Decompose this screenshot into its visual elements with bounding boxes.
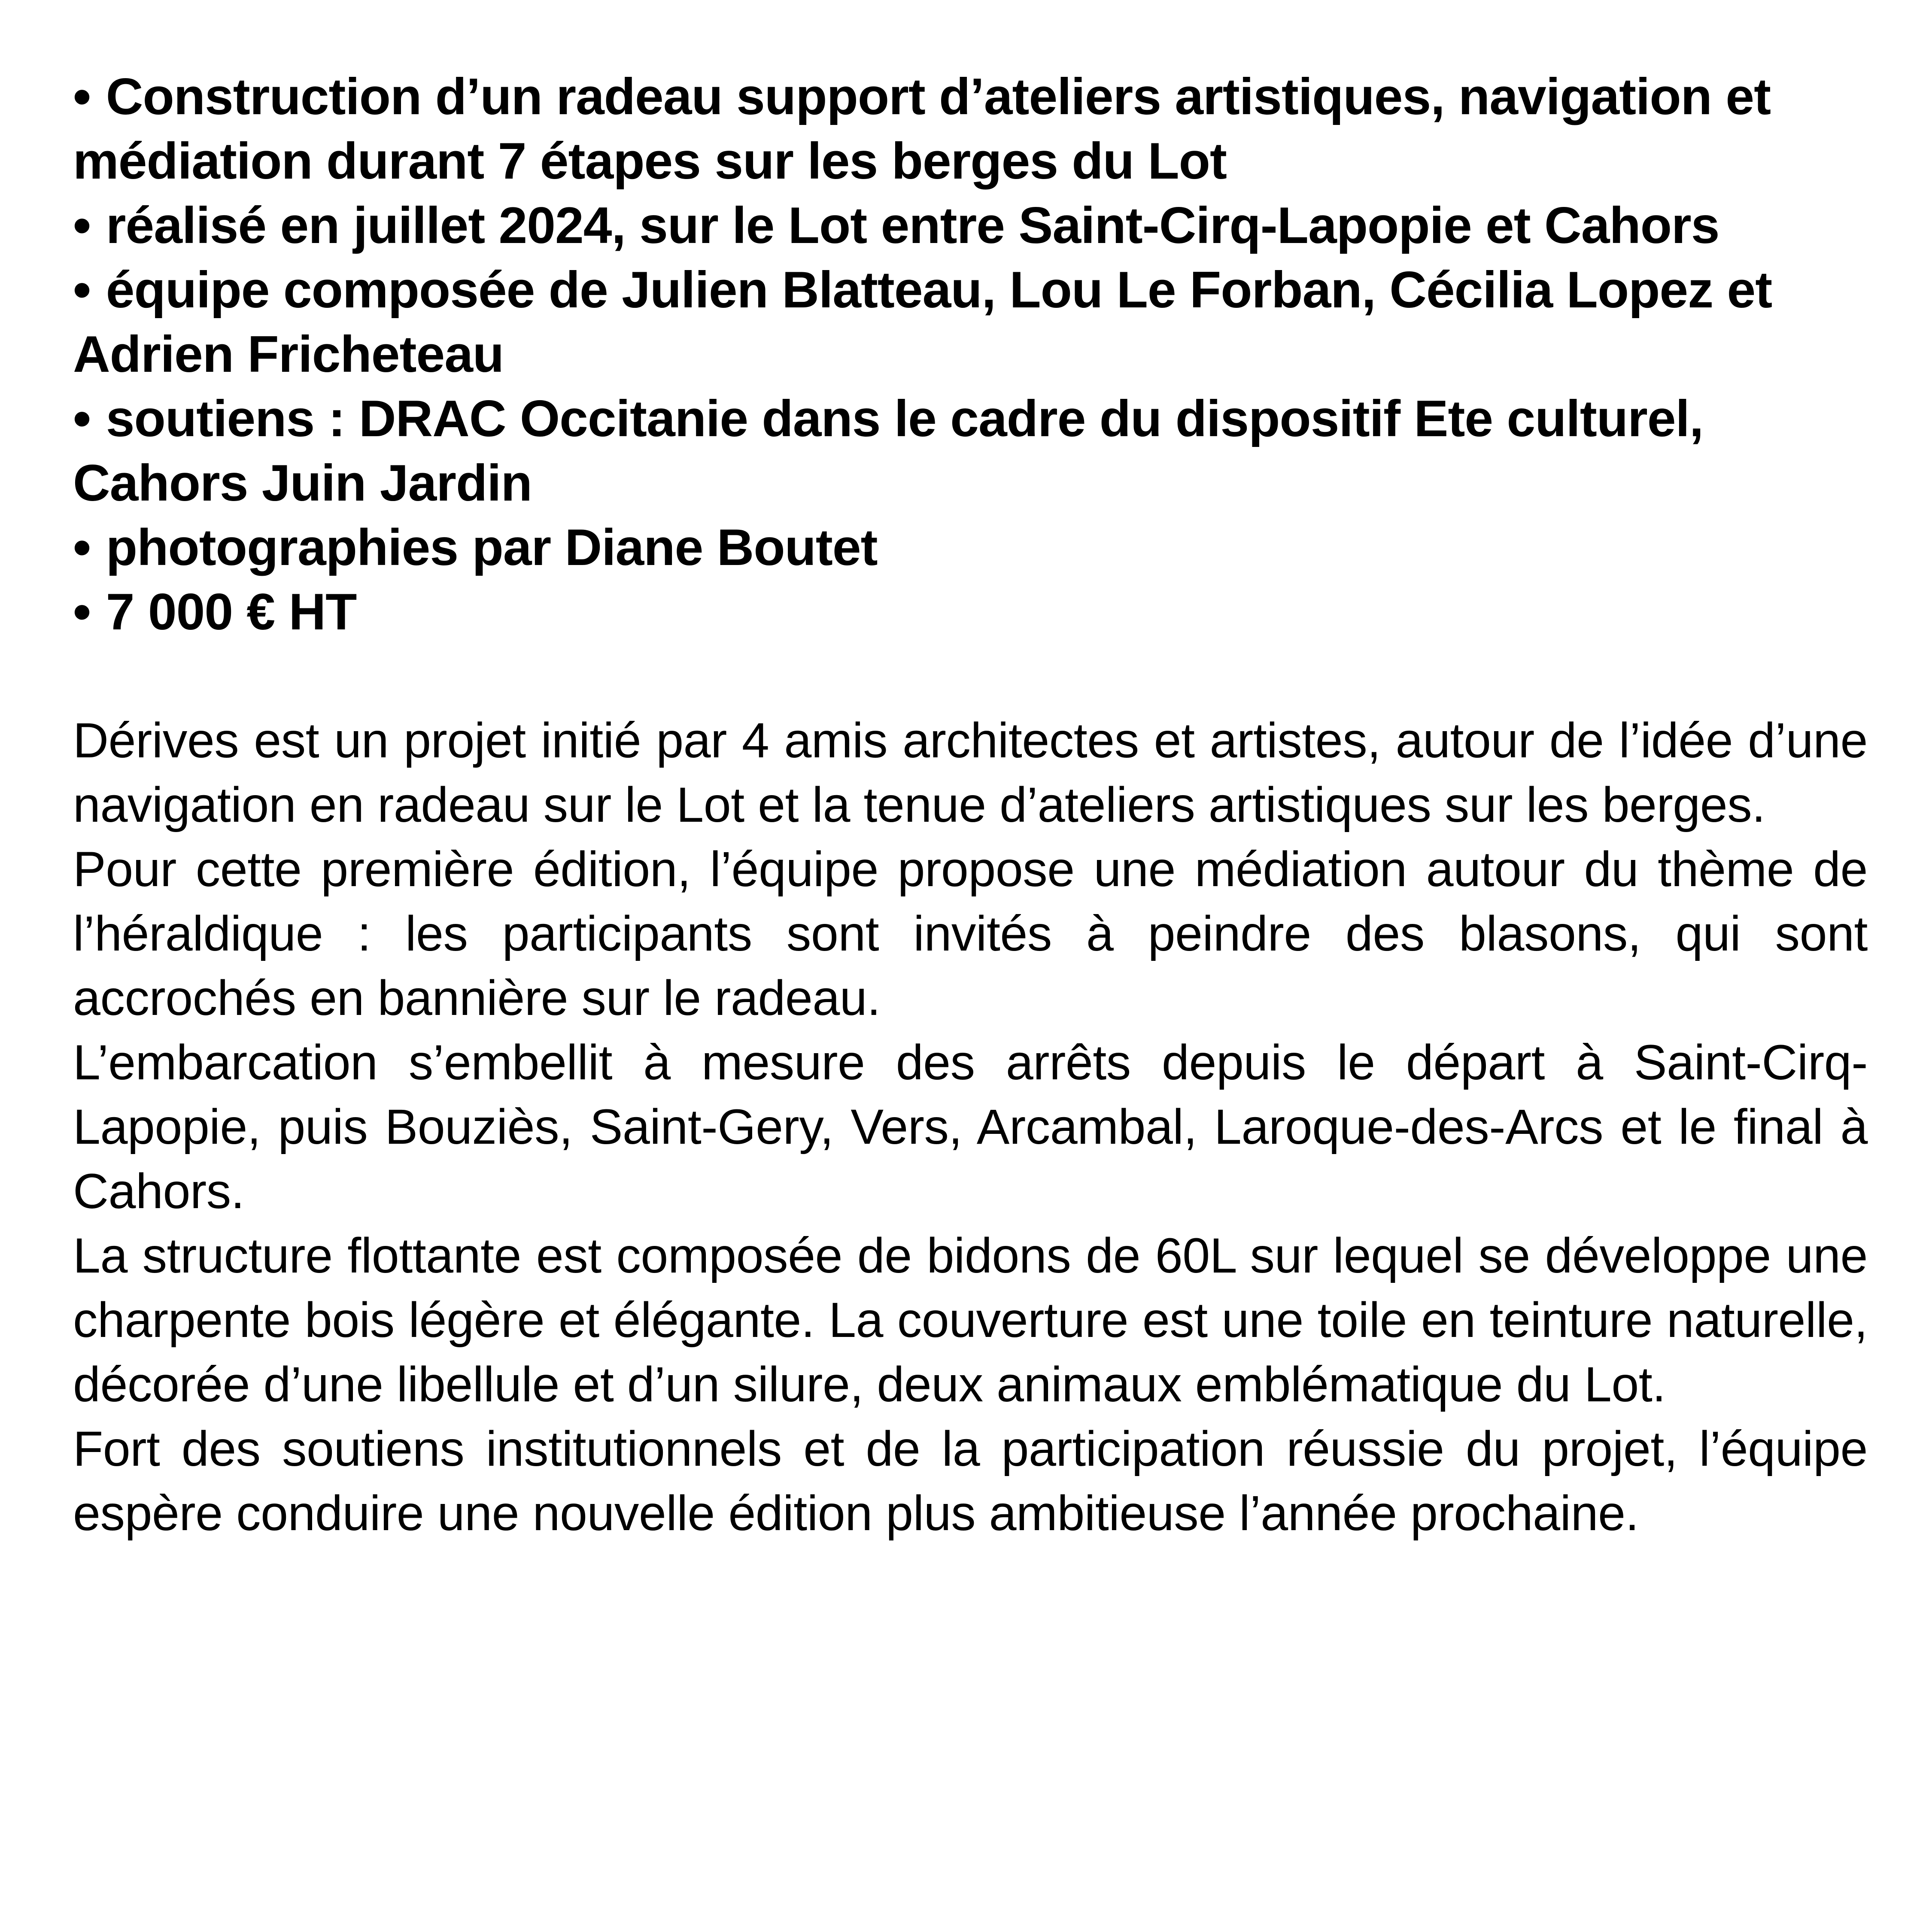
fact-item [73, 580, 1868, 644]
fact-item [73, 64, 1868, 193]
bullet-icon: • [73, 583, 91, 641]
description-paragraph: La structure flottante est composée de bidons de 60L sur lequel se développe une charpente bois légère et élégante. La couverture est une toile en teinture naturelle, décorée d’une libellule et d’un silure, deux animaux emblématique du Lot. [73, 1228, 1868, 1412]
project-description [73, 708, 1868, 1546]
description-paragraph: Dérives est un projet initié par 4 amis architectes et artistes, autour de l’idée d’une navigation en radeau sur le Lot et la tenue d’ateliers artistiques sur les berges. [73, 713, 1868, 832]
fact-text: réalisé en juillet 2024, sur le Lot entre Saint-Cirq-Lapopie et Cahors [106, 197, 1719, 254]
fact-text: soutiens : DRAC Occitanie dans le cadre du dispositif Ete culturel, Cahors Juin Jardin [73, 390, 1704, 512]
fact-text: équipe composée de Julien Blatteau, Lou Le Forban, Cécilia Lopez et Adrien Fricheteau [73, 261, 1772, 383]
fact-text: 7 000 € HT [106, 583, 357, 641]
project-facts-list [73, 64, 1868, 644]
bullet-icon: • [73, 519, 91, 576]
fact-text: Construction d’un radeau support d’ateliers artistiques, navigation et médiation durant 7 étapes sur les berges du Lot [73, 68, 1771, 190]
project-sheet [73, 64, 1868, 1546]
fact-item [73, 515, 1868, 580]
fact-item [73, 386, 1868, 515]
description-paragraph: L’embarcation s’embellit à mesure des arrêts depuis le départ à Saint-Cirq-Lapopie, puis Bouziès, Saint-Gery, Vers, Arcambal, Laroque-des-Arcs et le final à Cahors. [73, 1035, 1868, 1219]
fact-item [73, 193, 1868, 258]
bullet-icon: • [73, 390, 91, 447]
description-paragraph: Fort des soutiens institutionnels et de la participation réussie du projet, l’équipe espère conduire une nouvelle édition plus ambitieuse l’année prochaine. [73, 1422, 1868, 1541]
description-paragraph: Pour cette première édition, l’équipe propose une médiation autour du thème de l’héraldique : les participants sont invités à peindre des blasons, qui sont accrochés en bannière sur le radeau. [73, 842, 1868, 1026]
bullet-icon: • [73, 261, 91, 319]
bullet-icon: • [73, 197, 91, 254]
fact-text: photographies par Diane Boutet [106, 519, 878, 576]
fact-item [73, 258, 1868, 386]
bullet-icon: • [73, 68, 91, 125]
